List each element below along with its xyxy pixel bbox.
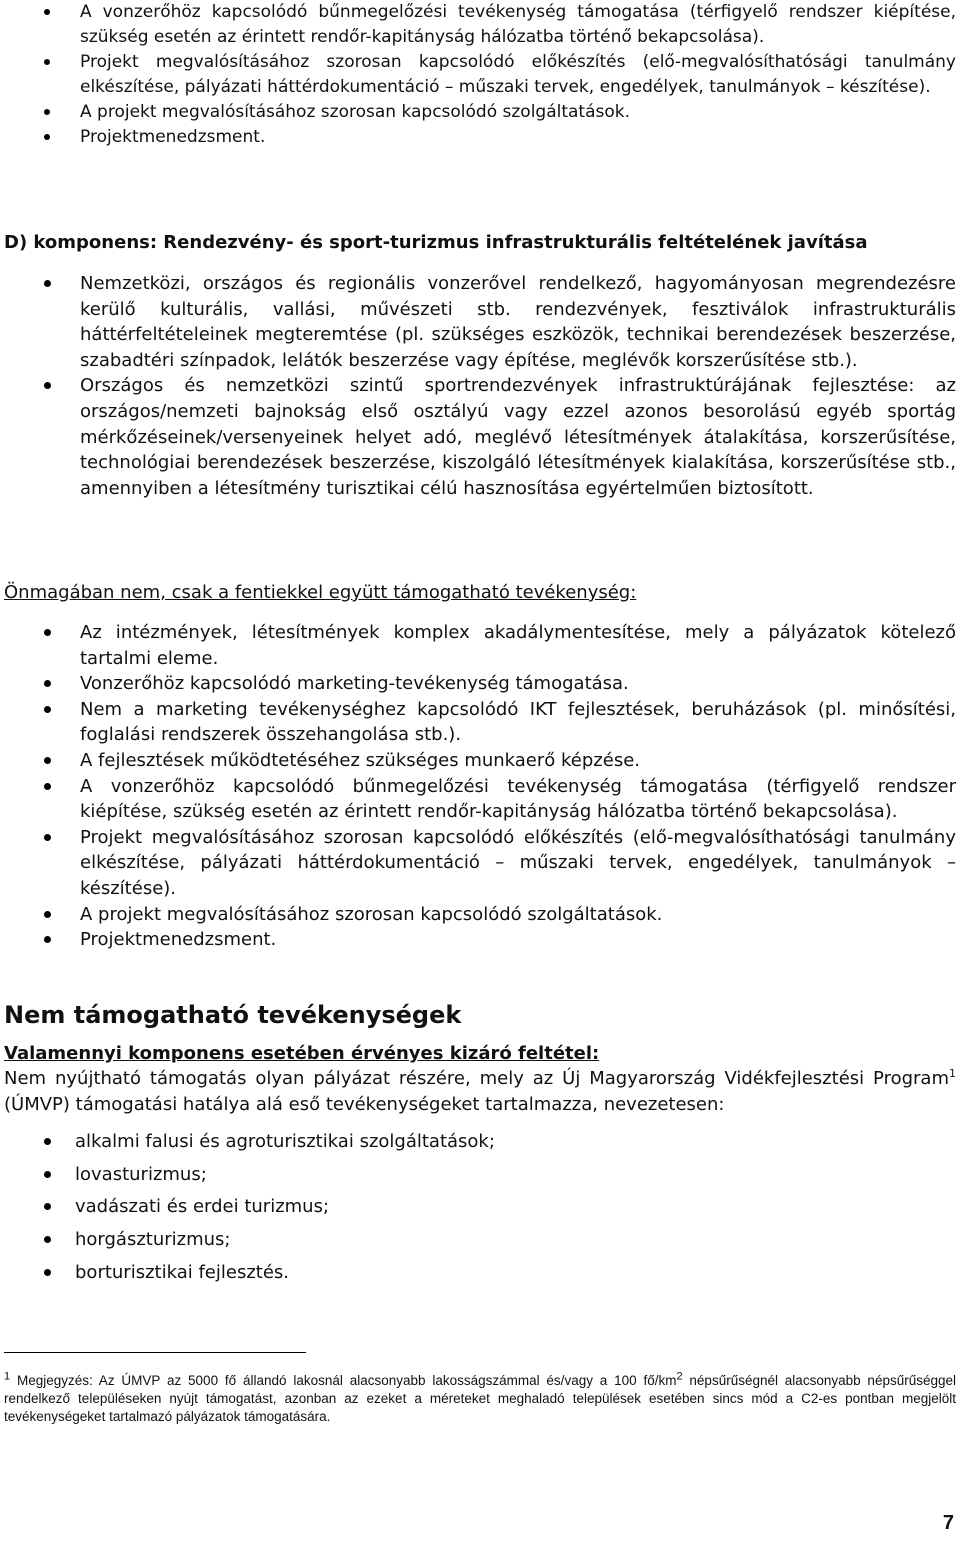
footnote-text-before: Megjegyzés: Az ÚMVP az 5000 fő állandó lakosnál alacsonyabb lakosságszámmal és/vagy a 100 fő/km: [10, 1373, 677, 1388]
footnote-sup: 2: [676, 1370, 683, 1383]
list-item: Projektmenedzsment.: [0, 125, 960, 150]
list-item: Vonzerőhöz kapcsolódó marketing-tevékenység támogatása.: [0, 671, 960, 697]
list-item: A vonzerőhöz kapcsolódó bűnmegelőzési tevékenység támogatása (térfigyelő rendszer kiépítése, szükség esetén az érintett rendőr-kapitányság hálózatba történő bekapcsolása).: [0, 0, 960, 50]
not-supported-list: [0, 1129, 960, 1285]
page-number: 7: [942, 1512, 954, 1534]
footnote: [0, 1372, 960, 1425]
footnote-section: [0, 1372, 960, 1425]
not-supported-subtitle: Valamennyi komponens esetében érvényes kizáró feltétel:: [4, 1043, 600, 1064]
list-item: Nemzetközi, országos és regionális vonzerővel rendelkező, hagyományosan megrendezésre kerülő kulturális, vallási, művészeti stb. rendezvények, fesztiválok infrastrukturális háttérfeltételeinek megteremtése (pl. szükséges eszközök, technikai berendezések beszerzése, szabadtéri színpadok, lelátók beszerzése vagy építése, meglévők korszerűsítése stb.).: [0, 271, 960, 373]
list-item: A vonzerőhöz kapcsolódó bűnmegelőzési tevékenység támogatása (térfigyelő rendszer kiépítése, szükség esetén az érintett rendőr-kapitányság hálózatba történő bekapcsolása).: [0, 774, 960, 825]
list-item: horgászturizmus;: [0, 1227, 960, 1253]
list-item: Az intézmények, létesítmények komplex akadálymentesítése, mely a pályázatok kötelező tartalmi eleme.: [0, 620, 960, 671]
list-item: A projekt megvalósításához szorosan kapcsolódó szolgáltatások.: [0, 902, 960, 928]
combined-heading: Önmagában nem, csak a fentiekkel együtt támogatható tevékenység:: [4, 582, 637, 603]
list-item: A fejlesztések működtetéséhez szükséges munkaerő képzése.: [0, 748, 960, 774]
list-item: A projekt megvalósításához szorosan kapcsolódó szolgáltatások.: [0, 100, 960, 125]
list-item: borturisztikai fejlesztés.: [0, 1260, 960, 1286]
footnote-rule: [4, 1352, 306, 1353]
section-d-heading: D) komponens: Rendezvény- és sport-turizmus infrastrukturális feltételének javítása: [4, 232, 868, 253]
list-item: Projekt megvalósításához szorosan kapcsolódó előkészítés (elő-megvalósíthatósági tanulmány elkészítése, pályázati háttérdokumentáció – műszaki tervek, engedélyek, tanulmányok – készítése).: [0, 50, 960, 100]
list-item: Országos és nemzetközi szintű sportrendezvények infrastruktúrájának fejlesztése: az országos/nemzeti bajnokság első osztályú vagy ezzel azonos besorolású egyéb sportág mérkőzéseinek/versenyeinek helyet adó, meglévő létesítmények átalakítása, korszerűsítése, technológiai berendezések beszerzése, kiszolgáló létesítmények kialakítása, korszerűsítése stb., amennyiben a létesítmény turisztikai célú hasznosítása egyértelműen biztosított.: [0, 373, 960, 501]
list-item: Projekt megvalósításához szorosan kapcsolódó előkészítés (elő-megvalósíthatósági tanulmány elkészítése, pályázati háttérdokumentáció – műszaki tervek, engedélyek, tanulmányok – készítése).: [0, 825, 960, 902]
footnote-ref: 1: [949, 1067, 956, 1080]
list-item: Nem a marketing tevékenységhez kapcsolódó IKT fejlesztések, beruházások (pl. minősítési, foglalási rendszerek összehangolása stb.).: [0, 697, 960, 748]
list-item: alkalmi falusi és agroturisztikai szolgáltatások;: [0, 1129, 960, 1155]
intro-text-after: (ÚMVP) támogatási hatálya alá eső tevékenységeket tartalmazza, nevezetesen:: [4, 1093, 725, 1115]
section-d-list: [0, 271, 960, 501]
list-item: vadászati és erdei turizmus;: [0, 1194, 960, 1220]
top-list-section: [0, 0, 960, 150]
intro-text-before: Nem nyújtható támogatás olyan pályázat részére, mely az Új Magyarország Vidékfejlesztési Program: [4, 1068, 949, 1089]
list-item: Projektmenedzsment.: [0, 927, 960, 953]
list-item: lovasturizmus;: [0, 1162, 960, 1188]
footnote-text-after: népsűrűségnél alacsonyabb népsűrűséggel rendelkező településeken nyújt támogatást, azonban az ezeket a méreteket meghaladó települések esetében sincs mód a C2-es pontban megjelölt tevékenységeket tartalmazó pályázatok támogatására.: [4, 1373, 956, 1424]
combined-list: [0, 620, 960, 953]
not-supported-intro: [0, 1066, 960, 1117]
not-supported-section: [0, 1000, 960, 1292]
footnote-mark: 1: [4, 1370, 11, 1383]
top-bullet-list: [0, 0, 960, 150]
combined-section: [0, 580, 960, 953]
section-d: [0, 230, 960, 501]
not-supported-title: Nem támogatható tevékenységek: [4, 1001, 462, 1029]
